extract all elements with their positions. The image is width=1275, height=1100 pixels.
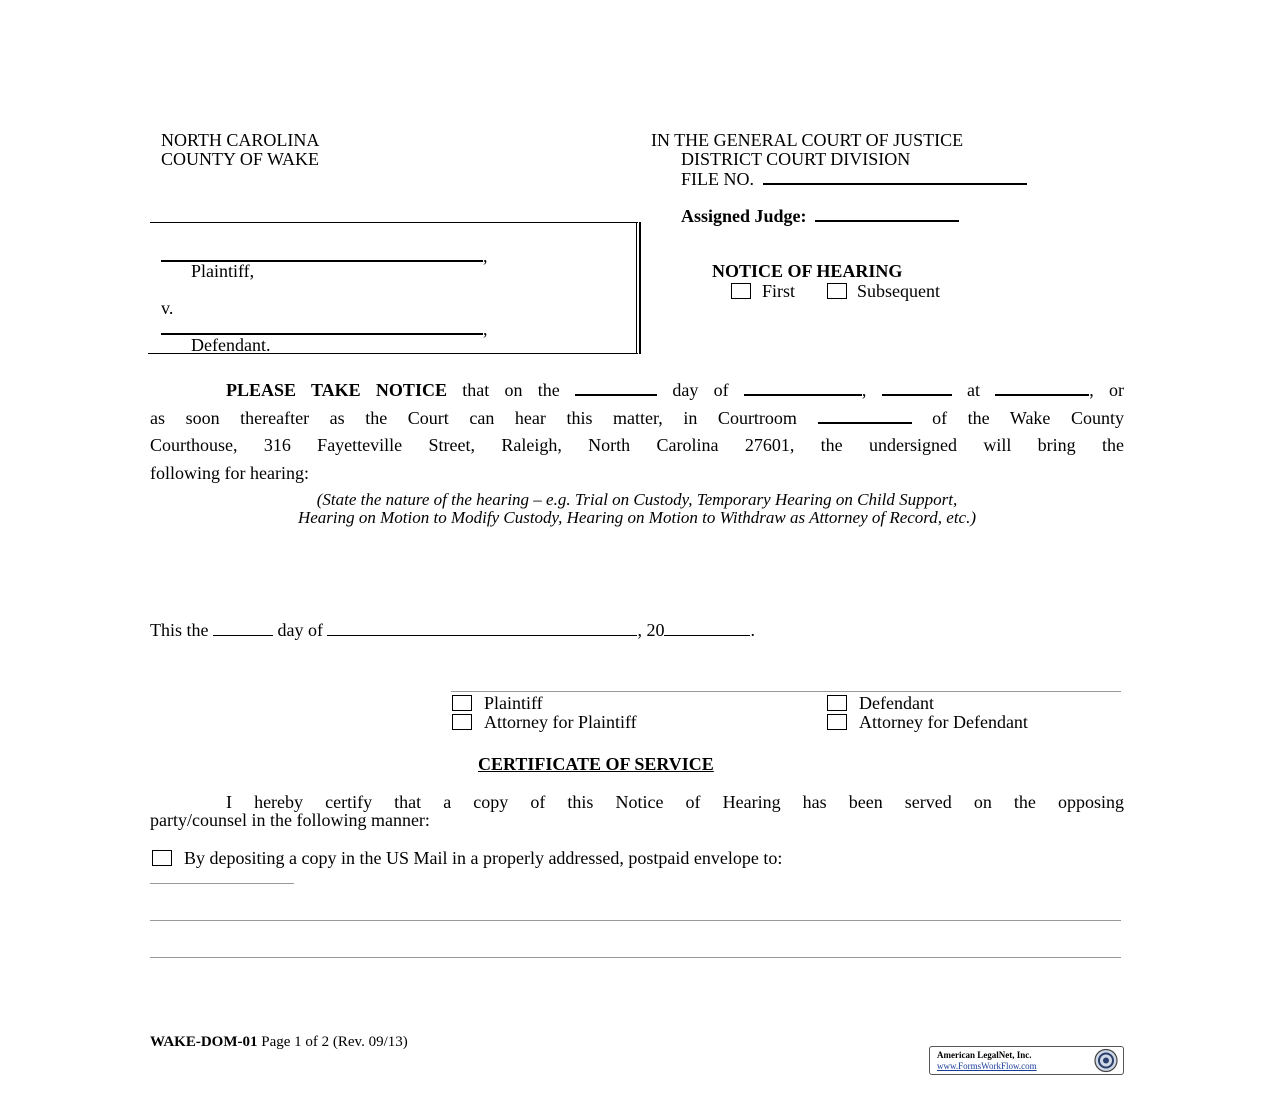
defendant-checkbox[interactable] [827, 695, 847, 711]
us-mail-checkbox[interactable] [152, 850, 172, 866]
hearing-year-field[interactable] [882, 379, 952, 396]
defendant-signer-label: Defendant [859, 693, 934, 713]
assigned-judge-field[interactable] [815, 205, 959, 222]
plaintiff-name-field[interactable] [161, 245, 483, 262]
certify-line-1: I hereby certify that a copy of this Notice of Hearing has been served on the opposing [226, 792, 1124, 812]
hearing-nature-note-1: (State the nature of the hearing – e.g. Trial on Custody, Temporary Hearing on Child Support, [316, 490, 958, 509]
address-line-2 [150, 957, 1121, 958]
caption-box-rule-inner [636, 222, 637, 354]
defendant-name-field[interactable] [161, 318, 483, 335]
plaintiff-name-row: , [161, 245, 488, 266]
certify-paragraph [150, 793, 1124, 829]
hearing-month-field[interactable] [744, 379, 862, 396]
vendor-url[interactable]: www.FormsWorkFlow.com [937, 1061, 1037, 1071]
us-mail-label: By depositing a copy in the US Mail in a properly addressed, postpaid envelope to: [184, 848, 783, 868]
defendant-name-row: , [161, 318, 488, 339]
certificate-title: CERTIFICATE OF SERVICE [478, 754, 714, 774]
notice-line-3: Courthouse, 316 Fayetteville Street, Raleigh, North Carolina 27601, the undersigned will bring the [150, 435, 1124, 455]
notice-paragraph [150, 377, 1124, 487]
hearing-day-field[interactable] [575, 379, 657, 396]
attorney-for-defendant-checkbox[interactable] [827, 714, 847, 730]
address-short-line [150, 883, 294, 884]
defendant-label: Defendant. [191, 335, 271, 355]
file-no-label: FILE NO. [681, 169, 754, 189]
attorney-for-defendant-label: Attorney for Defendant [859, 712, 1028, 732]
attorney-for-plaintiff-checkbox[interactable] [452, 714, 472, 730]
dated-month-field[interactable] [327, 620, 637, 636]
court-label: IN THE GENERAL COURT OF JUSTICE [651, 130, 964, 150]
assigned-judge-label: Assigned Judge: [681, 206, 807, 226]
notice-line-2: as soon thereafter as the Court can hear this matter, in Courtroom of the Wake County [150, 407, 1125, 428]
address-line-1 [150, 920, 1121, 921]
dated-line: This the day of , 20 . [150, 620, 755, 640]
vendor-logo [929, 1046, 1124, 1075]
signature-line [451, 691, 1121, 692]
county-label: COUNTY OF WAKE [161, 149, 320, 169]
form-footer [150, 1034, 408, 1051]
page-info: Page 1 of 2 (Rev. 09/13) [261, 1034, 408, 1050]
versus-label: v. [161, 298, 174, 318]
certify-line-2: party/counsel in the following manner: [150, 810, 430, 830]
caption-box-rule-outer [639, 222, 641, 354]
attorney-for-plaintiff-label: Attorney for Plaintiff [484, 712, 637, 732]
form-id: WAKE-DOM-01 [150, 1034, 258, 1050]
dated-year-field[interactable] [664, 620, 750, 636]
first-checkbox[interactable] [731, 283, 751, 299]
hearing-nature-note-2: Hearing on Motion to Modify Custody, Hearing on Motion to Withdraw as Attorney of Record, etc.) [297, 508, 977, 527]
notice-line-4: following for hearing: [150, 462, 309, 483]
plaintiff-signer-label: Plaintiff [484, 693, 543, 713]
courtroom-field[interactable] [818, 407, 912, 424]
subsequent-checkbox[interactable] [827, 283, 847, 299]
dated-day-field[interactable] [213, 620, 273, 636]
plaintiff-checkbox[interactable] [452, 695, 472, 711]
first-label: First [762, 281, 796, 301]
notice-line-1: PLEASE TAKE NOTICE that on the day of , at , or [226, 380, 1125, 400]
notice-title: NOTICE OF HEARING [712, 261, 903, 281]
file-no-field[interactable] [763, 168, 1027, 185]
subsequent-label: Subsequent [857, 281, 940, 301]
state-label: NORTH CAROLINA [161, 130, 320, 150]
hearing-time-field[interactable] [995, 379, 1089, 396]
caption-box-top [150, 222, 638, 223]
vendor-globe-icon [1091, 1048, 1121, 1073]
assigned-judge-row [681, 205, 959, 226]
vendor-name: American LegalNet, Inc. [937, 1050, 1032, 1060]
file-no-row [681, 168, 1027, 189]
plaintiff-label: Plaintiff, [191, 261, 255, 281]
division-label: DISTRICT COURT DIVISION [681, 149, 911, 169]
